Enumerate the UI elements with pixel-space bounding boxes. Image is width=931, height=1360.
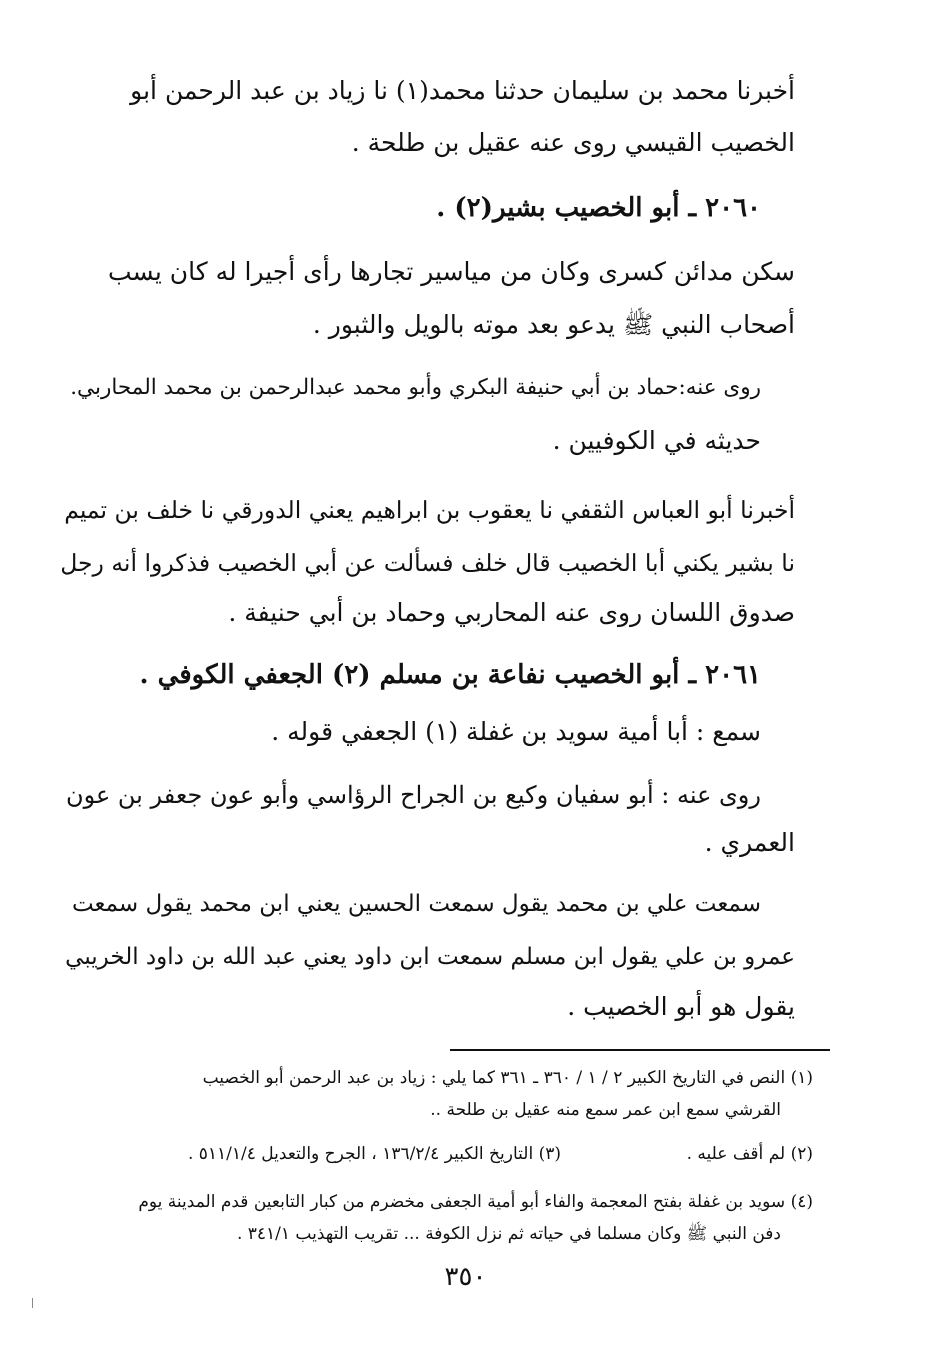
footnote-line: (٤) سويد بن غفلة بفتح المعجمة والفاء أبو أمية الجعفى مخضرم من كبار التابعين قدم المدينة يوم bbox=[138, 1192, 813, 1212]
entry-heading: ٢٠٦٠ ـ أبو الخصيب بشير(٢) . bbox=[436, 193, 761, 223]
paragraph-line: أخبرنا أبو العباس الثقفي نا يعقوب بن ابراهيم يعني الدورقي نا خلف بن تميم bbox=[64, 496, 795, 524]
footnote-line: (٣) التاريخ الكبير ١٣٦/٢/٤ ، الجرح والتعديل ٥١١/١/٤ . bbox=[187, 1144, 561, 1164]
paragraph-line: روى عنه:حماد بن أبي حنيفة البكري وأبو محمد عبدالرحمن بن محمد المحاربي. bbox=[70, 375, 761, 400]
footnote-line: (١) النص في التاريخ الكبير ٢ / ١ / ٣٦٠ ـ ٣٦١ كما يلي : زياد بن عبد الرحمن أبو الخصيب bbox=[202, 1068, 813, 1088]
footnote-divider bbox=[450, 1049, 830, 1051]
paragraph-line: روى عنه : أبو سفيان وكيع بن الجراح الرؤاسي وأبو عون جعفر بن عون bbox=[65, 781, 761, 809]
footnote-line: (٢) لم أقف عليه . bbox=[686, 1144, 813, 1164]
paragraph-line: أصحاب النبي ﷺ يدعو بعد موته بالويل والثبور . bbox=[312, 310, 795, 339]
paragraph-line: حديثه في الكوفيين . bbox=[552, 426, 761, 455]
paragraph-line: يقول هو أبو الخصيب . bbox=[567, 992, 795, 1021]
page-number: ٣٥٠ bbox=[444, 1262, 487, 1292]
paragraph-line: سكن مدائن كسرى وكان من مياسير تجارها رأى أجيرا له كان يسب bbox=[108, 257, 795, 286]
paragraph-line: الخصيب القيسي روى عنه عقيل بن طلحة . bbox=[351, 128, 795, 157]
paragraph-line: أخبرنا محمد بن سليمان حدثنا محمد(١) نا زياد بن عبد الرحمن أبو bbox=[130, 76, 795, 105]
paragraph-line: عمرو بن علي يقول ابن مسلم سمعت ابن داود يعني عبد الله بن داود الخريبي bbox=[65, 944, 795, 970]
paragraph-line: العمري . bbox=[704, 828, 795, 857]
entry-heading: ٢٠٦١ ـ أبو الخصيب نفاعة بن مسلم (٢) الجعفي الكوفي . bbox=[139, 660, 761, 690]
paragraph-line: سمعت علي بن محمد يقول سمعت الحسين يعني ابن محمد يقول سمعت bbox=[71, 891, 761, 917]
footnote-line: دفن النبي ﷺ وكان مسلما في حياته ثم نزل الكوفة ... تقريب التهذيب ٣٤١/١ . bbox=[236, 1224, 781, 1244]
paragraph-line: صدوق اللسان روى عنه المحاربي وحماد بن أبي حنيفة . bbox=[228, 598, 795, 627]
footnote-line: القرشي سمع ابن عمر سمع منه عقيل بن طلحة .. bbox=[430, 1100, 781, 1120]
paragraph-line: سمع : أبا أمية سويد بن غفلة (١) الجعفي قوله . bbox=[271, 717, 761, 746]
scan-mark bbox=[32, 1298, 37, 1308]
paragraph-line: نا بشير يكني أبا الخصيب قال خلف فسألت عن أبي الخصيب فذكروا أنه رجل bbox=[60, 549, 795, 577]
